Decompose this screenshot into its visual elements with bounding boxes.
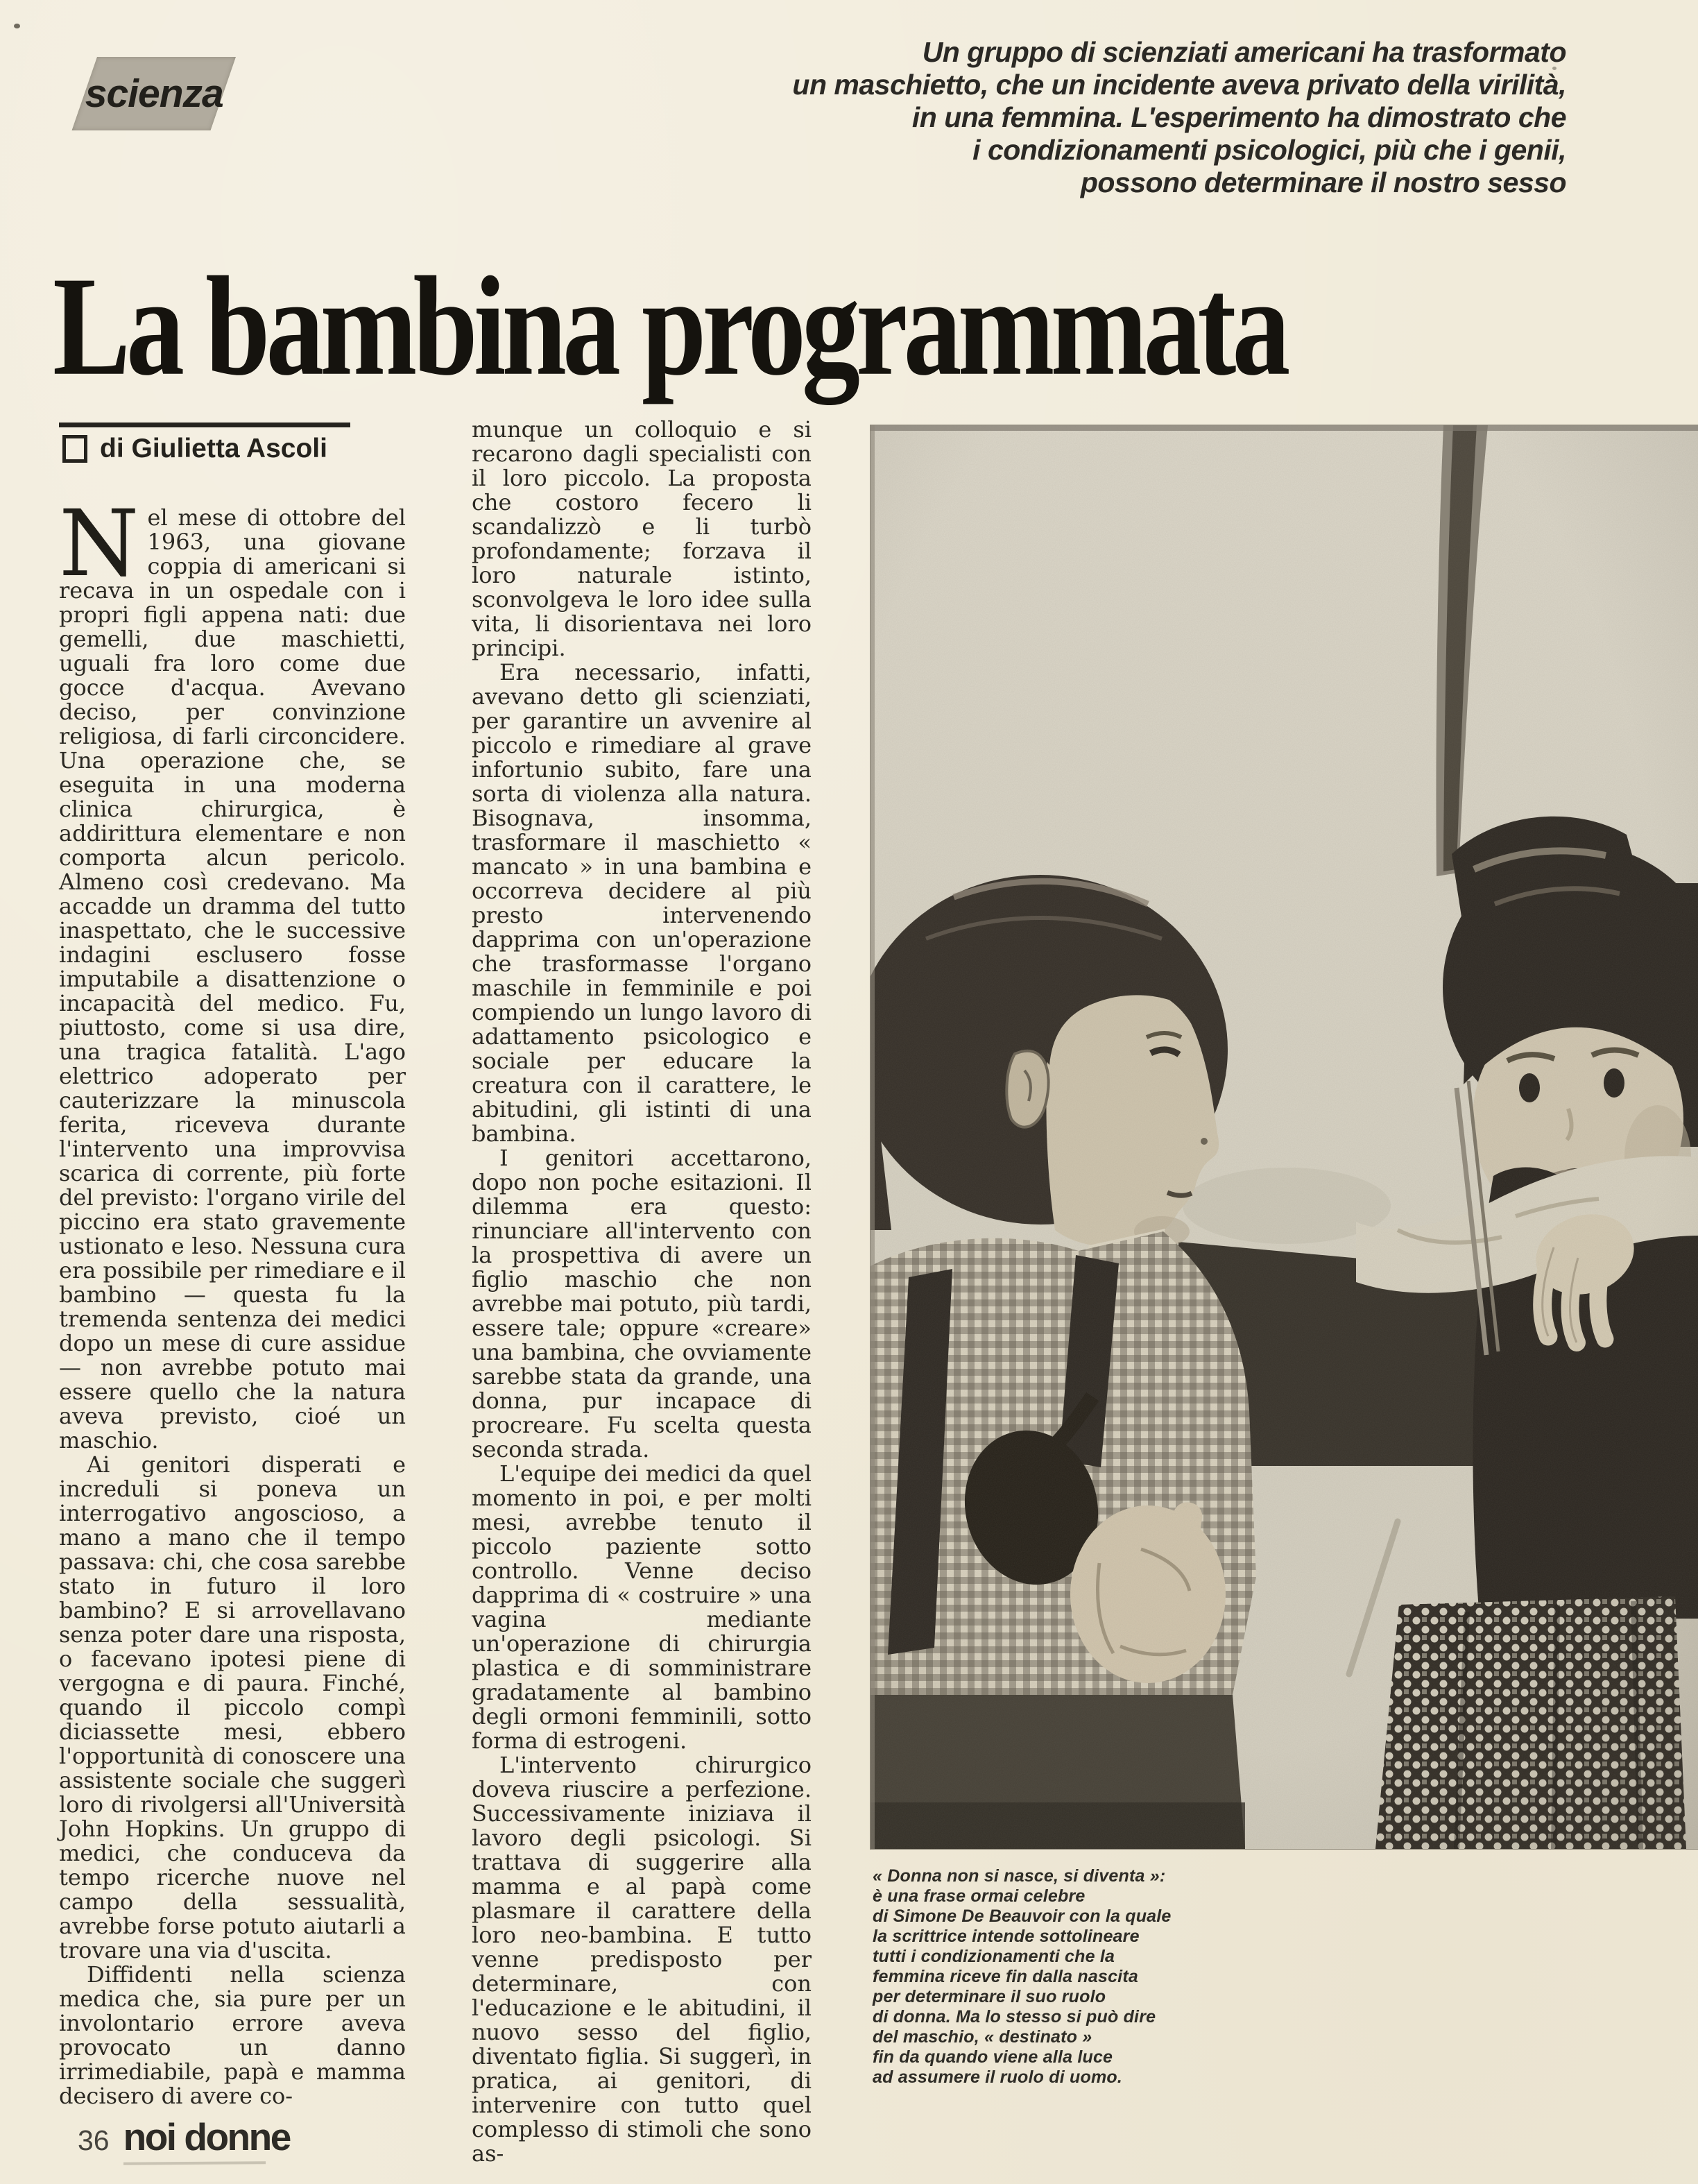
article-column-2: [472, 418, 812, 2166]
intro-line: in una femmina. L'esperimento ha dimostrato che: [911, 101, 1566, 133]
caption-line: femmina riceve fin dalla nascita: [873, 1967, 1138, 1986]
caption-line: « Donna non si nasce, si diventa »:: [873, 1866, 1166, 1886]
paragraph: munque un colloquio e si recarono dagli specialisti con il loro piccolo. La proposta che costoro fecero li scandalizzò e li turbò profondamente; forzava il loro naturale istinto, sconvolgeva le loro idee sulla vita, li disorientava nei loro principi.: [472, 416, 812, 661]
photo-caption: [873, 1866, 1400, 2088]
headline: La bambina programmata: [53, 248, 1287, 405]
paragraph: Ai genitori disperati e increduli si poneva un interrogativo angoscioso, a mano a mano che il tempo passava: chi, che cosa sarebbe stato in futuro il loro bambino? E si arrovellavano senza poter dare una risposta, o facevano ipotesi piene di vergogna e di paura. Finché, quando il piccolo compì diciassette mesi, ebbero l'opportunità di conoscere una assistente sociale che suggerì loro di rivolgersi all'Università John Hopkins. Un gruppo di medici, che conduceva da tempo ricerche nuove nel campo della sessualità, avrebbe forse potuto aiutarli a trovare una via d'uscita.: [59, 1451, 406, 1963]
paper-speck: [14, 24, 20, 28]
caption-line: di Simone De Beauvoir con la quale: [873, 1906, 1172, 1926]
drop-cap: N: [59, 490, 139, 597]
caption-line: è una frase ormai celebre: [873, 1886, 1086, 1906]
paragraph: L'intervento chirurgico doveva riuscire a perfezione. Successivamente iniziava il lavoro degli psicologi. Si trattava di suggerire alla mamma e al papà come plasmare il carattere della loro neo-bambina. E tutto venne predisposto per determinare, con l'educazione e le abitudini, il nuovo sesso del figlio, diventato figlia. Si suggerì, in pratica, ai genitori, di intervenire con tutto quel complesso di stimoli che sono as-: [472, 1752, 812, 2167]
article-column-1: [59, 490, 406, 2109]
photo-two-children: [871, 425, 1698, 1849]
intro-line: un maschietto, che un incidente aveva privato della virilità,: [792, 69, 1566, 101]
byline-rule: [59, 423, 350, 427]
magazine-logo: noi donne: [123, 2115, 290, 2158]
section-label: scienza: [85, 71, 223, 116]
caption-line: ad assumere il ruolo di uomo.: [873, 2067, 1123, 2087]
section-label-tag: [72, 57, 236, 130]
byline-square-icon: [62, 435, 87, 463]
paragraph: I genitori accettarono, dopo non poche esitazioni. Il dilemma era questo: rinunciare all'intervento con la prospettiva di avere un figlio maschio che non avrebbe mai potuto, più tardi, essere tale; oppure «creare» una bambina, che ovviamente sarebbe stata da grande, una donna, pur incapace di procreare. Fu scelta questa seconda strada.: [472, 1145, 812, 1462]
paragraph-text: el mese di ottobre del 1963, una giovane coppia di americani si recava in un ospedale con i propri figli appena nati: due gemelli, due maschietti, uguali fra loro come due gocce d'acqua. Avevano deciso, per convinzione religiosa, di farli circoncidere. Una operazione che, se eseguita in una moderna clinica chirurgica, è addirittura elementare e non comporta alcun pericolo. Almeno così credevano. Ma accadde un dramma del tutto inaspettato, che le successive indagini esclusero fosse imputabile a disattenzione o incapacità del medico. Fu, piuttosto, come si usa dire, una tragica fatalità. L'ago elettrico adoperato per cauterizzare la minuscola ferita, riceveva durante l'intervento una improvvisa scarica di corrente, più forte del previsto: l'organo virile del piccino era stato gravemente ustionato e leso. Nessuna cura era possibile per rimediare e il bambino — questa fu la tremenda sentenza dei medici dopo un mese di cure assidue — non avrebbe potuto mai essere quello che la natura aveva previsto, cioé un maschio.: [59, 504, 406, 1453]
intro-line: possono determinare il nostro sesso: [1080, 167, 1566, 198]
paragraph: Era necessario, infatti, avevano detto gli scienziati, per garantire un avvenire al piccolo e rimediare al grave infortunio subito, fare una sorta di violenza alla natura. Bisognava, insomma, trasformare il maschietto « mancato » in una bambina e occorreva decidere al più presto intervenendo dapprima con un'operazione che trasformasse l'organo maschile in femminile e poi compiendo un lungo lavoro di adattamento psicologico e sociale per educare la creatura con il carattere, le abitudini, gli istinti di una bambina.: [472, 659, 812, 1147]
caption-line: tutti i condizionamenti che la: [873, 1947, 1115, 1966]
paragraph: L'equipe dei medici da quel momento in poi, e per molti mesi, avrebbe tenuto il piccolo paziente sotto controllo. Venne deciso dapprima di « costruire » una vagina mediante un'operazione di chirurgia plastica e di somministrare gradatamente al bambino degli ormoni femminili, sotto forma di estrogeni.: [472, 1460, 812, 1754]
intro-line: i condizionamenti psicologici, più che i genii,: [972, 134, 1566, 166]
intro-line: Un gruppo di scienziati americani ha trasformato: [922, 36, 1566, 68]
photo-illustration: [871, 425, 1698, 1849]
byline: [62, 434, 327, 464]
intro-standfirst: [443, 36, 1566, 199]
caption-line: per determinare il suo ruolo: [873, 1987, 1106, 2006]
caption-line: di donna. Ma lo stesso si può dire: [873, 2007, 1156, 2027]
footer-smudge: [123, 2161, 266, 2165]
page-footer: [78, 2115, 290, 2159]
page-number: 36: [78, 2124, 110, 2156]
caption-line: fin da quando viene alla luce: [873, 2047, 1113, 2067]
byline-author: di Giulietta Ascoli: [100, 434, 327, 463]
caption-line: la scrittrice intende sottolineare: [873, 1927, 1140, 1946]
paragraph: [59, 490, 406, 1453]
paragraph: Diffidenti nella scienza medica che, sia pure per un involontario errore aveva provocato un danno irrimediabile, papà e mamma decisero di avere co-: [59, 1961, 406, 2109]
caption-line: del maschio, « destinato »: [873, 2027, 1092, 2047]
